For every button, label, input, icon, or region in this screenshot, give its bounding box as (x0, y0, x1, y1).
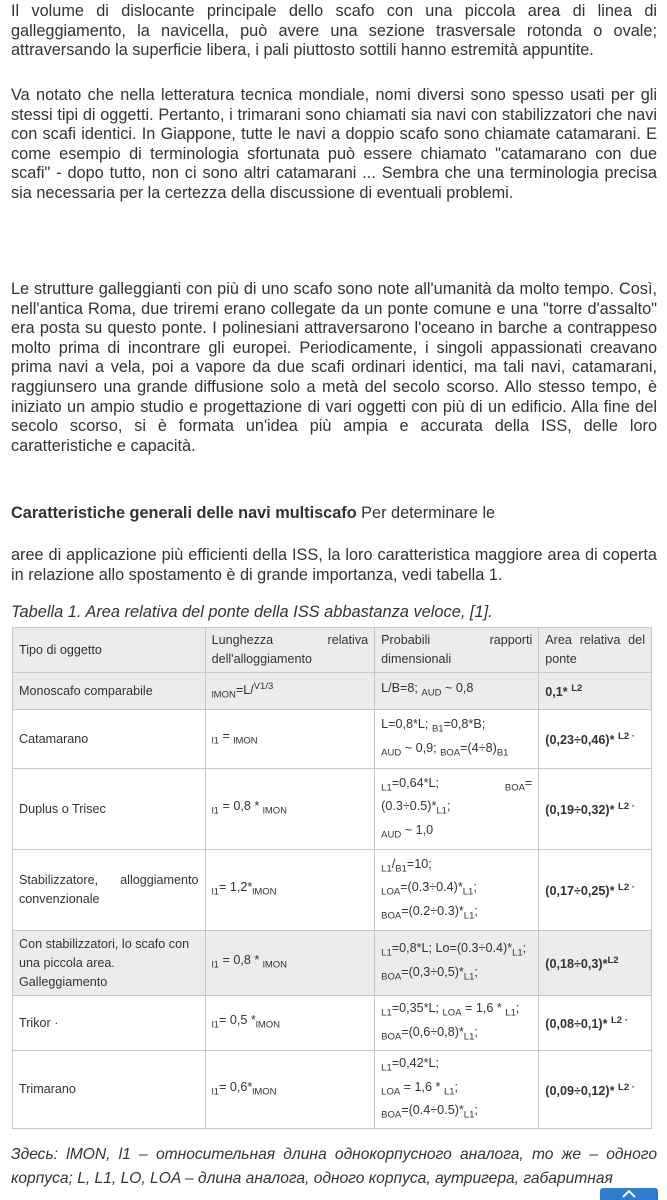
header-cell: Area relativa del ponte (539, 628, 652, 673)
type-cell: Con stabilizzatori, lo scafo con una piccola area. Galleggiamento (13, 931, 206, 996)
table-row (13, 673, 652, 710)
type-cell: Trimarano (13, 1051, 206, 1129)
area-cell: 0,1* $^{L2}$ (539, 673, 652, 710)
ratio-cell: $_{L1}$=0,64*L; $_{BOA}$= $(0.3\div 0.5)*_{L1}$; $_{AUD}$ ~ 1,0 (375, 769, 539, 850)
header-cell: Probabili rapporti dimensionali (375, 628, 539, 673)
length-cell: $_{l1}$ = 0,8 * $_{lMON}$ (205, 769, 375, 850)
chevron-up-icon (622, 1190, 636, 1198)
area-cell: (0,09÷0,12)* $^{L2 \cdot}$ (539, 1051, 652, 1129)
area-cell: (0,19÷0,32)* $^{L2 \cdot}$ (539, 769, 652, 850)
area-cell: (0,18÷0,3)*$^{L2}$ (539, 931, 652, 996)
scroll-to-top-button[interactable] (600, 1188, 658, 1200)
table-row (13, 710, 652, 769)
length-cell: $_{l1}= 1,2*_{lMON}$ (205, 850, 375, 931)
table-row (13, 769, 652, 850)
ratio-cell: $_{L1}$=0,8*L; $Lo=(0.3\div 0.4)*_{L1}$; $_{BOA}=(0,3\div 0,5)*_{L1}$; (375, 931, 539, 996)
ratio-cell: $_{L1}$=0,35*L; $_{LOA}$ = 1,6 * $_{L1}$; $_{BOA}=(0,6\div 0,8)*_{L1}$; (375, 996, 539, 1051)
table-caption: Tabella 1. Area relativa del ponte della ISS abbastanza veloce, [1]. (11, 603, 493, 621)
type-cell: Stabilizzatore, alloggiamento convenzionale (13, 850, 206, 931)
table-row (13, 996, 652, 1051)
section-heading-tail: Per determinare le (356, 504, 496, 522)
paragraph-5: aree di applicazione più efficienti della ISS, la loro caratteristica maggiore area di coperta in relazione allo spostamento è di grande importanza, vedi tabella 1. (11, 546, 657, 584)
deck-area-table (12, 627, 652, 1129)
type-cell: Duplus o Trisec (13, 769, 206, 850)
section-heading: Caratteristiche generali delle navi multiscafo (11, 504, 357, 522)
area-cell: (0,23÷0,46)* $^{L2 \cdot}$ (539, 710, 652, 769)
length-cell: $_{l1}$= 0,5 $*_{lMON}$ (205, 996, 375, 1051)
length-cell: $_{lMON}$=L/$^{V1/3}$ (205, 673, 375, 710)
table-row (13, 931, 652, 996)
header-cell: Tipo di oggetto (13, 628, 206, 673)
type-cell: Monoscafo comparabile (13, 673, 206, 710)
area-cell: (0,17÷0,25)* $^{L2 \cdot}$ (539, 850, 652, 931)
ratio-cell: $_{L1}$=0,42*L; $_{LOA}$ = 1,6 * $_{L1}$; $_{BOA}=(0.4\div 0.5)*_{L1}$; (375, 1051, 539, 1129)
paragraph-1: Il volume di dislocante principale dello scafo con una piccola area di linea di galleggiamento, la navicella, può avere una sezione trasversale rotonda o ovale; attraversando la superficie libera, i pali piuttosto sottili hanno estremità appuntite. (11, 2, 657, 60)
type-cell: Trikor · (13, 996, 206, 1051)
ratio-cell: $_{L1}/_{B1}=10$; $_{LOA}=(0.3\div 0.4)*_{L1}$; $_{BOA}=(0.2\div 0.3)*_{L1}$; (375, 850, 539, 931)
length-cell: $_{l1}$ = $_{lMON}$ (205, 710, 375, 769)
table-row (13, 1051, 652, 1129)
type-cell: Catamarano (13, 710, 206, 769)
header-cell: Lunghezza relativa dell'alloggiamento (205, 628, 375, 673)
length-cell: $_{l1}= 0,6*_{lMON}$ (205, 1051, 375, 1129)
table-header-row (13, 628, 652, 673)
ratio-cell: L=0,8*L; $_{B1}$=0,8*B; $_{AUD}$ ~ 0,9; $_{BOA}=(4\div 8)_{B1}$ (375, 710, 539, 769)
footnote: Здесь: lMON, l1 – относительная длина однокорпусного аналога, то же – одного корпуса; L, L1, LO, LOA – длина аналога, одного корпуса, аутригера, габаритная (11, 1146, 657, 1187)
section-heading-line (11, 503, 657, 523)
paragraph-3: Le strutture galleggianti con più di uno scafo sono note all'umanità da molto tempo. Così, nell'antica Roma, due triremi erano collegate da un ponte comune e una "torre d'assalto" era posta su questo ponte. I polinesiani attraversarono l'oceano in barche a contrappeso molto prima di incontrare gli europei. Periodicamente, i singoli appassionati creavano prima navi a vela, poi a vapore da due scafi ordinari identici, ma tali navi, catamarani, raggiunsero una grande diffusione solo a metà del secolo scorso. Allo stesso tempo, è iniziato un ampio studio e progettazione di vari oggetti con più di un edificio. Alla fine del secolo scorso, si è formata un'idea più ampia e accurata della ISS, delle loro caratteristiche e capacità. (11, 280, 657, 455)
paragraph-2: Va notato che nella letteratura tecnica mondiale, nomi diversi sono spesso usati per gli stessi tipi di oggetti. Pertanto, i trimarani sono chiamati sia navi con stabilizzatori che navi con scafi identici. In Giappone, tutte le navi a doppio scafo sono chiamate catamarani. E come esempio di terminologia sfortunata può essere chiamato "catamarano con due scafi" - dopo tutto, non ci sono altri catamarani ... Sembra che una terminologia precisa sia necessaria per la certezza della discussione di eventuali problemi. (11, 86, 657, 202)
length-cell: $_{l1}$ = 0,8 * $_{lMON}$ (205, 931, 375, 996)
area-cell: (0,08÷0,1)* $^{L2 \cdot}$ (539, 996, 652, 1051)
table-row (13, 850, 652, 931)
ratio-cell: L/B=8; $_{AUD}$ ~ 0,8 (375, 673, 539, 710)
